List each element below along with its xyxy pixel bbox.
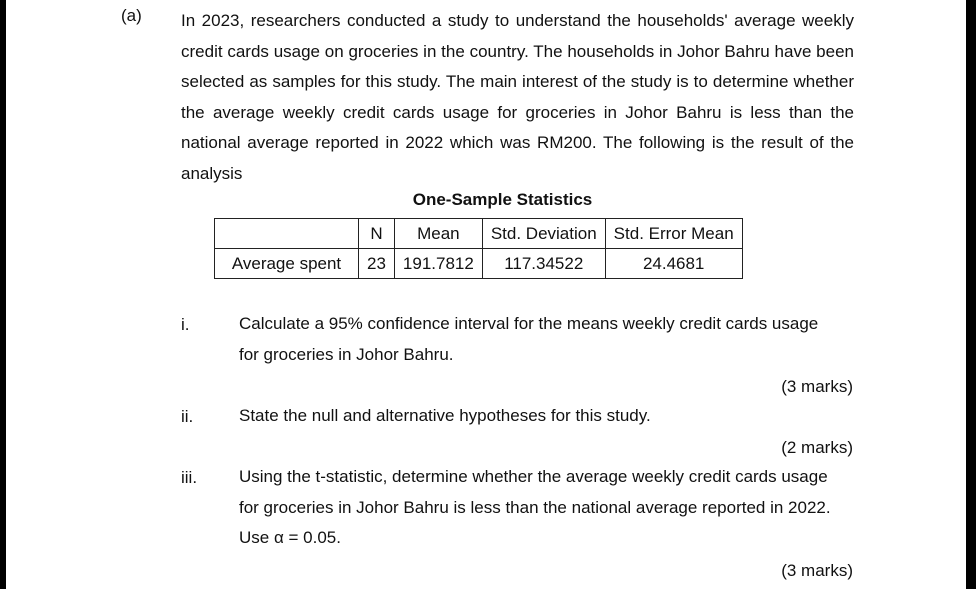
one-sample-statistics-table xyxy=(214,218,743,279)
question-intro: In 2023, researchers conducted a study to understand the households' average weekly credit cards usage on groceries in the country. The households in Johor Bahru have been selected as samples for this study. The main interest of the study is to determine whether the average weekly credit cards usage for groceries in Johor Bahru is less than the national average reported in 2022 which was RM200. The following is the result of the analysis xyxy=(181,11,854,183)
question-label: (a) xyxy=(121,6,142,25)
cell-std-error-mean: 24.4681 xyxy=(605,249,742,279)
cell-n: 23 xyxy=(359,249,395,279)
item-iii-line-1: Using the t-statistic, determine whether the average weekly credit cards usage xyxy=(239,467,828,486)
cell-std-deviation: 117.34522 xyxy=(482,249,605,279)
table-header-row xyxy=(215,219,743,249)
item-i-marks: (3 marks) xyxy=(781,377,853,396)
item-ii-marks: (2 marks) xyxy=(781,438,853,457)
item-i-line-2: for groceries in Johor Bahru. xyxy=(239,344,454,364)
cell-mean: 191.7812 xyxy=(394,249,482,279)
header-std-deviation: Std. Deviation xyxy=(482,219,605,249)
header-mean: Mean xyxy=(394,219,482,249)
item-i-line-1: Calculate a 95% confidence interval for the means weekly credit cards usage xyxy=(239,314,819,333)
item-ii-number: ii. xyxy=(181,407,194,426)
header-empty xyxy=(215,219,359,249)
item-i-number: i. xyxy=(181,315,190,334)
item-iii-marks: (3 marks) xyxy=(781,561,853,580)
item-iii-line-3: Use α = 0.05. xyxy=(239,528,341,548)
item-ii-text xyxy=(239,401,854,432)
table-row xyxy=(215,249,743,279)
header-std-error-mean: Std. Error Mean xyxy=(605,219,742,249)
document-page xyxy=(6,0,966,589)
item-iii-number: iii. xyxy=(181,468,198,487)
table-title: One-Sample Statistics xyxy=(412,190,593,209)
header-n: N xyxy=(359,219,395,249)
item-i-text xyxy=(239,309,854,370)
row-label: Average spent xyxy=(215,249,359,279)
item-iii-line-2: for groceries in Johor Bahru is less than the national average reported in 2022. xyxy=(239,497,831,517)
item-iii-text xyxy=(239,462,854,554)
item-ii-line-1: State the null and alternative hypotheses for this study. xyxy=(239,406,651,425)
